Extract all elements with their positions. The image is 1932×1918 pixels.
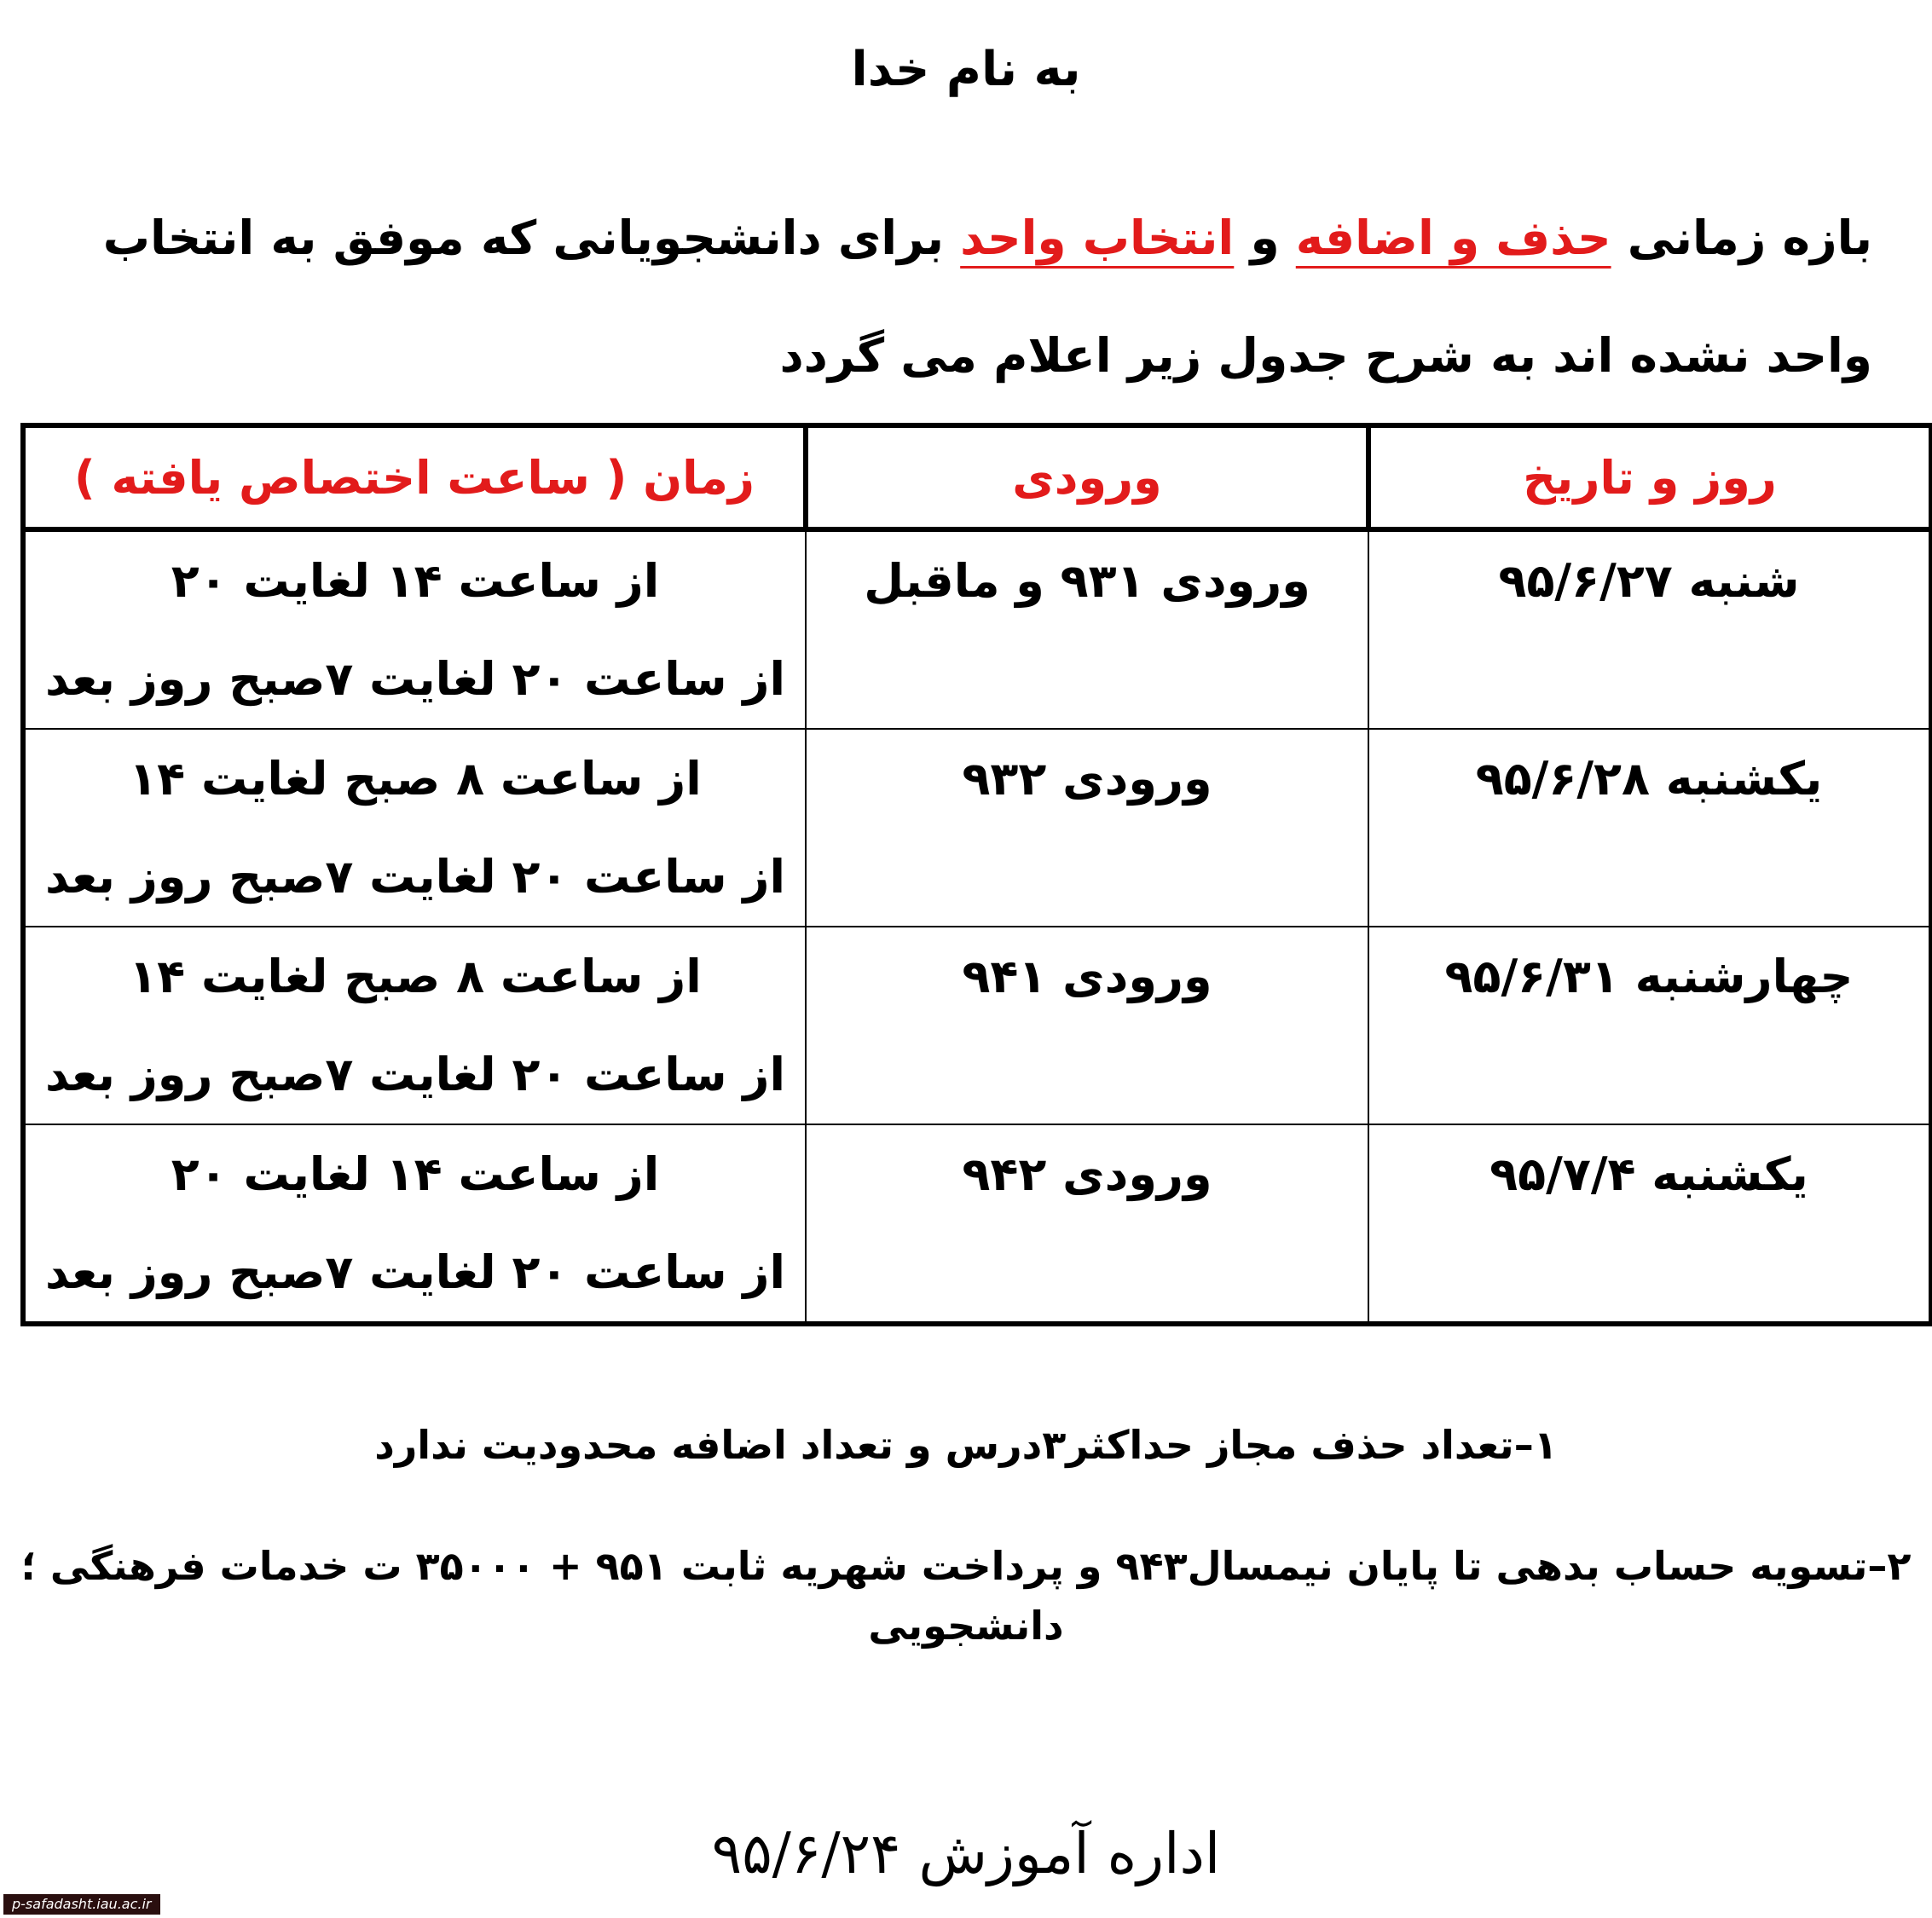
cell-day — [1368, 1124, 1931, 1324]
day-text: یکشنبه ۹۵/۷/۴ — [1489, 1147, 1808, 1201]
cell-time — [23, 927, 806, 1124]
cell-entry — [806, 529, 1368, 729]
cell-time — [23, 529, 806, 729]
day-text: شنبه ۹۵/۶/۲۷ — [1498, 554, 1800, 608]
table-row — [23, 927, 1931, 1124]
time-line-1: از ساعت ۸ صبح لغایت ۱۴ — [129, 752, 702, 806]
cell-day — [1368, 529, 1931, 729]
cell-day — [1368, 729, 1931, 927]
time-line-1: از ساعت ۱۴ لغایت ۲۰ — [171, 1147, 660, 1201]
cell-day — [1368, 927, 1931, 1124]
table-row — [23, 529, 1931, 729]
day-text: چهارشنبه ۹۵/۶/۳۱ — [1444, 950, 1854, 1003]
table-row — [23, 1124, 1931, 1324]
cell-time — [23, 729, 806, 927]
intro-text-3: برای دانشجویانی که موفق به انتخاب واحد نشده اند به شرح جدول زیر اعلام می گردد — [102, 211, 1872, 383]
time-line-2: از ساعت ۲۰ لغایت ۷صبح روز بعد — [44, 850, 786, 904]
header-time: زمان ( ساعت اختصاص یافته ) — [23, 425, 806, 529]
header-entry: ورودی — [806, 425, 1368, 529]
intro-text-2: و — [1234, 211, 1296, 265]
schedule-table — [20, 423, 1932, 1326]
header-day-date: روز و تاریخ — [1368, 425, 1931, 529]
entry-text: ورودی ۹۳۲ — [962, 752, 1212, 806]
intro-text-1: بازه زمانی — [1611, 211, 1872, 265]
time-line-1: از ساعت ۱۴ لغایت ۲۰ — [171, 554, 660, 608]
time-line-2: از ساعت ۲۰ لغایت ۷صبح روز بعد — [44, 1048, 786, 1101]
day-text: یکشنبه ۹۵/۶/۲۸ — [1475, 752, 1823, 806]
table-header-row — [23, 425, 1931, 529]
note-2: ۲–تسویه حساب بدهی تا پایان نیمسال۹۴۳ و پرداخت شهریه ثابت ۹۵۱ + ۳۵۰۰۰ ت خدمات فرهنگی ؛ دانشجویی — [20, 1543, 1912, 1649]
time-line-2: از ساعت ۲۰ لغایت ۷صبح روز بعد — [44, 652, 786, 706]
watermark: p-safadasht.iau.ac.ir — [3, 1894, 160, 1915]
entry-text: ورودی ۹۴۱ — [962, 950, 1212, 1003]
cell-time — [23, 1124, 806, 1324]
entry-text: ورودی ۹۴۲ — [962, 1147, 1212, 1201]
time-line-2: از ساعت ۲۰ لغایت ۷صبح روز بعد — [44, 1245, 786, 1299]
page-title: به نام خدا — [851, 42, 1081, 97]
intro-paragraph — [39, 179, 1872, 414]
cell-entry — [806, 1124, 1368, 1324]
time-line-1: از ساعت ۸ صبح لغایت ۱۴ — [129, 950, 702, 1003]
cell-entry — [806, 927, 1368, 1124]
note-1: ۱–تعداد حذف مجاز حداکثر۳درس و تعداد اضافه محدودیت ندارد — [374, 1422, 1558, 1468]
entry-text: ورودی ۹۳۱ و ماقبل — [864, 554, 1310, 608]
cell-entry — [806, 729, 1368, 927]
table-row — [23, 729, 1931, 927]
signature: اداره آموزش ۹۵/۶/۲۴ — [711, 1821, 1221, 1886]
highlight-course-selection: انتخاب واحد — [960, 211, 1235, 265]
highlight-add-drop: حذف و اضافه — [1295, 211, 1611, 265]
